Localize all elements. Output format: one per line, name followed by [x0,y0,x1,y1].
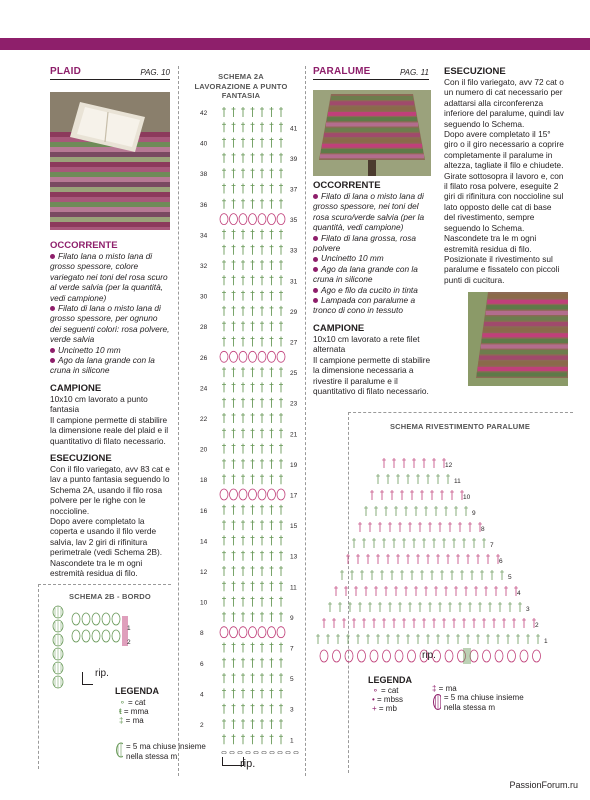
dc-icon: ‡ [119,716,126,725]
shell-stitch [92,630,100,642]
plaid-page-ref: PAG. 10 [140,68,170,77]
legend-item: = mma [123,707,149,716]
plaid-campione-heading: CAMPIONE [50,382,102,394]
paralume-campione-heading: CAMPIONE [313,322,365,334]
list-item: Uncinetto 10 mm [321,253,384,264]
row-number: 2 [127,639,131,646]
stripe [327,117,417,121]
shell-stitch [102,630,110,642]
shell-stitch [55,676,61,688]
stripe [50,152,170,157]
bullet-icon [50,348,55,353]
rip-bracket [82,672,93,685]
shell-stitch [470,650,478,662]
shell-stitch [249,351,257,362]
shell-stitch [55,606,61,618]
shell-stitch [72,613,80,625]
row-number: 6 [200,660,204,668]
shell-stitch [220,214,228,225]
row-number: 38 [200,171,208,179]
row-number: 42 [200,110,208,117]
schema-2a-diagram [200,102,304,754]
shell-stitch [72,630,80,642]
row-number: 9 [290,614,294,622]
row-number: 1 [290,737,294,745]
shell-stitch [92,613,100,625]
legend-item: = ma [125,716,144,725]
list-item: Ago da lana grande con la cruna in silicone [313,263,418,285]
shell-stitch [82,630,90,642]
shell-stitch [239,214,247,225]
list-item: Ago e filo da cucito in tinta [321,284,418,295]
plaid-section [50,66,170,80]
legend-item: = 5 ma chiuse insieme nella stessa m [126,742,206,761]
plaid-campione-text: 10x10 cm lavorato a punto fantasia Il campione permette di stabilire la dimensione reale del plaid e il quantitativo di filato necessario. [50,393,169,446]
row-number: 25 [290,370,298,378]
stripe [50,172,170,177]
stripe [50,177,170,182]
shell-stitch [383,650,391,662]
row-number: 41 [290,125,298,133]
shell-stitch [358,650,366,662]
bullet-icon [313,194,318,199]
shell-stitch [495,650,503,662]
shell-stitch [239,351,247,362]
stripe [321,149,423,153]
row-number: 5 [290,676,294,684]
stripe [478,361,568,365]
row-number: 21 [290,431,298,439]
stripe [326,123,418,127]
schema-riv-legend-col2 [432,684,542,713]
shell-stitch [268,627,276,638]
row-number: 31 [290,278,298,286]
stripe [329,107,415,111]
shell-stitch [258,351,266,362]
schema-riv-rip: rip. [422,650,436,661]
stripe [50,182,170,187]
chain [262,751,266,754]
shell-stitch [320,650,328,662]
repeat-marker [463,648,471,664]
shell-stitch [249,627,257,638]
legend-item: = cat [127,698,146,707]
schema-2a-title-2: LAVORAZIONE A PUNTO FANTASIA [194,82,288,100]
stripe [482,333,568,337]
paralume-title: PARALUME [313,66,371,77]
stripe [50,222,170,227]
row-number: 2 [535,622,539,629]
shell-stitch [249,489,257,500]
stripe [324,133,420,137]
stripe [50,192,170,197]
stripe [488,294,568,298]
shell-stitch [55,662,61,674]
shell-stitch [483,650,491,662]
slip-stitch-icon: • [372,695,378,704]
row-number: 10 [463,494,471,501]
plaid-occorrente-heading: OCCORRENTE [50,240,118,251]
shell-stitch [258,489,266,500]
row-number: 35 [290,217,298,225]
header-bar [0,38,590,50]
shell-stitch [230,489,238,500]
chain [294,751,298,754]
stripe [50,162,170,167]
stripe [320,154,424,158]
list-item: Ago da lana grande con la cruna in silicone [50,355,155,376]
bullet-icon [313,236,318,241]
legend-title: LEGENDA [368,675,413,685]
shell-stitch [277,489,285,500]
paralume-text [313,180,431,396]
row-number: 6 [499,558,503,565]
plaid-photo [50,92,170,230]
plaid-esecuzione-heading: ESECUZIONE [50,452,112,464]
stripe [330,101,414,105]
row-number: 27 [290,339,298,347]
shell-stitch [277,351,285,362]
paralume-campione-text: 10x10 cm lavorato a rete filet alternata Il campione permette di stabilire la dimensione necessaria a rivestire il paralume e il quantitativo di filato necessario. [313,333,431,396]
row-number: 9 [472,510,476,517]
row-number: 29 [290,308,298,316]
schema-2b-title: SCHEMA 2B - BORDO [69,592,151,601]
stripe [481,344,568,348]
row-number: 18 [200,477,208,485]
list-item: Filato di lana o misto lana di grosso spessore, per ognuno dei seguenti colori: rosa polvere, verde salvia [50,303,170,345]
schema-2a-title-1: SCHEMA 2A [218,72,264,81]
bullet-icon [313,267,318,272]
shell-stitch [230,627,238,638]
shell-stitch [445,650,453,662]
lampshade-closeup-photo [468,292,568,386]
schema-riv-diagram [308,436,570,672]
bullet-icon [50,306,55,311]
paralume-page-ref: PAG. 11 [399,68,429,77]
chain [254,751,258,754]
chain [238,751,242,754]
stripe [484,322,568,326]
stripe [331,96,413,100]
bullet-icon [313,288,318,293]
list-item: Filato di lana grossa, rosa polvere [313,232,417,254]
paralume-esecuzione-text: Con il filo variegato, avv 72 cat o un numero di cat necessario per adattarsi alla circonferenza inferiore del paralume, quindi lav seguendo lo Schema. Dopo avere completato il 15° giro o il giro necessario a coprire completamente il paralume in altezza, tagliate il filo e chiudete. Girate sottosopra il lavoro e, con il filato rosa polvere, eseguite 2 giri di rifinitura con noccioline sul lato opposto delle cat di base del rivestimento, sempre seguendo lo Schema. Nascondete tra le m ogni estremità residua di filo. Posizionate il rivestimento sul paralume e fissatelo con piccoli punti di cucitura. [444,77,564,285]
chain-icon: ⚬ [372,686,381,695]
row-number: 4 [200,691,204,699]
chain [286,751,290,754]
row-number: 8 [481,526,485,533]
legend-item: = 5 ma chiuse insieme nella stessa m [443,693,524,712]
row-number: 1 [544,638,548,645]
row-number: 14 [200,538,208,546]
row-number: 23 [290,400,298,408]
row-number: 34 [200,232,208,240]
plaid-esecuzione-text: Con il filo variegato, avv 83 cat e lav a punto fantasia seguendo lo Schema 2A, usando il filo rosa polvere per le righe con le noccioline. Dopo avere completato la coperta e usando il filo verde salvia, lav 2 giri di rifinitura perimetrale (vedi Schema 2B). Nascondete tra le m ogni estremità residua di filo. [50,463,170,578]
row-number: 26 [200,354,208,362]
list-item: Filato lana o misto lana di grosso spessore, colore variegato nei toni del rosa scuro al verde salvia (per la quantità, vedi campione) [50,251,168,303]
list-item: Filato di lana o misto lana di grosso spessore, nei toni del rosa scuro/verde salvia (per la quantità, vedi campione) [313,191,425,233]
row-number: 8 [200,630,204,638]
row-number: 30 [200,293,208,301]
bullet-icon [50,254,55,259]
row-number: 17 [290,492,298,500]
stripe [322,144,422,148]
shell-stitch [258,627,266,638]
plaid-text [50,233,170,578]
shell-stitch [55,648,61,660]
stripe [477,372,567,376]
shell-stitch [112,613,120,625]
chain [278,751,282,754]
row-number: 24 [200,385,208,393]
chain [270,751,274,754]
paralume-execution [444,66,564,285]
sc-icon: + [372,704,379,713]
row-number: 4 [517,590,521,597]
row-number: 12 [445,462,453,469]
shell-stitch [230,214,238,225]
stripe [50,212,170,217]
schema-riv-legend [368,675,412,685]
shell-stitch [220,489,228,500]
shell-stitch [508,650,516,662]
row-number: 15 [290,523,298,531]
row-number: 11 [290,584,297,592]
stripe [50,167,170,172]
row-number: 22 [200,416,208,423]
row-number: 11 [454,478,461,485]
shell-stitch [258,214,266,225]
shell-stitch [268,214,276,225]
stripe [482,339,568,343]
stripe [50,197,170,202]
shell-stitch [268,489,276,500]
stripe [480,350,568,354]
chain [246,751,250,754]
legend-item: = ma [438,684,457,693]
shell-stitch [533,650,541,662]
plaid-title: PLAID [50,66,81,77]
legend-item: = cat [380,686,399,695]
stripe [50,217,170,222]
paralume-esecuzione-heading: ESECUZIONE [444,66,506,77]
stripe [325,128,419,132]
shell-icon [115,742,123,758]
stripe [50,147,170,152]
shell-stitch [239,627,247,638]
chain [222,751,226,754]
legend-item: = mb [378,704,397,713]
shell-stitch [277,627,285,638]
row-number: 33 [290,247,298,255]
row-number: 7 [490,542,494,549]
stripe [50,157,170,162]
row-number: 37 [290,186,298,194]
stripe [328,112,416,116]
shell-stitch [112,630,120,642]
stripe [478,367,568,371]
chain-icon: ⚬ [119,698,128,707]
bullet-icon [313,257,318,262]
shell-stitch [277,214,285,225]
stripe [486,311,568,315]
shell-stitch [333,650,341,662]
shell-stitch [220,351,228,362]
row-number: 1 [127,625,131,632]
schema-2b-legend [115,686,159,725]
row-number: 5 [508,574,512,581]
shell-stitch [230,351,238,362]
row-number: 19 [290,461,298,469]
shell-stitch [370,650,378,662]
shell-stitch [239,489,247,500]
row-number: 20 [200,446,208,454]
dc-icon: ‡ [432,684,439,693]
stripe [50,202,170,207]
shell-stitch [102,613,110,625]
stripe [486,305,568,309]
paralume-occorrente-heading: OCCORRENTE [313,180,381,191]
stripe [323,138,421,142]
shell-stitch [520,650,528,662]
row-number: 40 [200,140,208,148]
list-item: Lampada con paralume a tronco di cono in tessuto [313,295,416,316]
bullet-icon [50,358,55,363]
stripe [50,207,170,212]
plaid-materials-list [50,251,170,376]
shell-stitch [55,620,61,632]
row-number: 3 [290,706,294,714]
paralume-header [313,66,429,80]
footer-credit: PassionForum.ru [509,780,578,790]
shell-stitch [268,351,276,362]
stripe [483,328,568,332]
lampshade-photo [313,90,431,176]
row-number: 39 [290,155,298,163]
list-item: Uncinetto 10 mm [58,344,121,355]
shell-icon [432,693,441,711]
stripe [487,300,568,304]
shell-stitch [82,613,90,625]
stripe [485,316,568,320]
row-number: 2 [200,722,204,729]
row-number: 28 [200,324,208,332]
shell-stitch [408,650,416,662]
stripe [479,356,568,360]
schema-2a-rip: rip. [240,758,256,770]
stripe [50,227,170,230]
shell-stitch [249,214,257,225]
hdc-icon: ŧ [119,707,124,716]
row-number: 36 [200,201,208,209]
row-number: 32 [200,263,208,270]
chain [230,751,234,754]
shell-stitch [345,650,353,662]
row-number: 3 [526,606,530,613]
row-number: 13 [290,553,298,561]
legend-item: = mbss [377,695,404,704]
row-number: 10 [200,599,208,607]
stripe [50,187,170,192]
row-number: 12 [200,569,208,576]
row-number: 7 [290,645,294,653]
schema-2b-rip: rip. [95,668,109,679]
bullet-icon [313,298,318,303]
shell-stitch [55,634,61,646]
shell-stitch [220,627,228,638]
shell-stitch [395,650,403,662]
schema-riv-title: SCHEMA RIVESTIMENTO PARALUME [389,422,531,431]
row-number: 16 [200,507,208,515]
legend-title: LEGENDA [115,686,160,696]
